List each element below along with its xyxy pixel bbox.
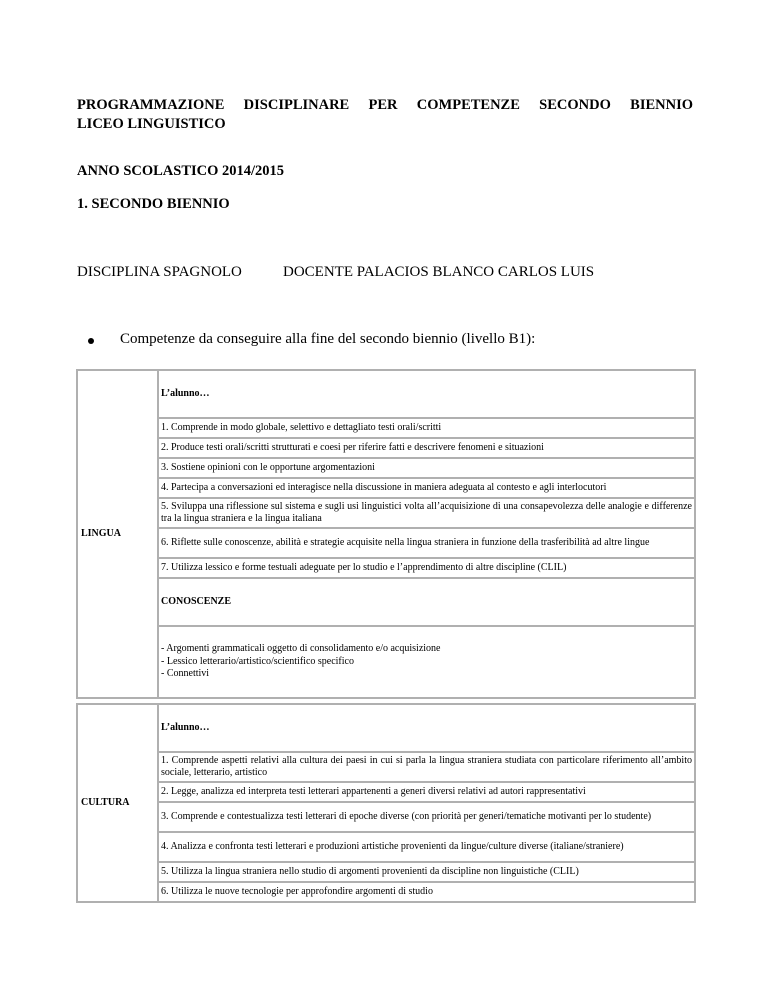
cultura-item: 6. Utilizza le nuove tecnologie per approfondire argomenti di studio — [158, 882, 695, 902]
competences-heading-text: Competenze da conseguire alla fine del secondo biennio (livello B1): — [120, 331, 536, 347]
lingua-table — [76, 369, 696, 699]
cultura-intro: L’alunno… — [158, 704, 695, 752]
knowledge-list — [158, 626, 695, 698]
lingua-item: 1. Comprende in modo globale, selettivo e dettagliato testi orali/scritti — [158, 418, 695, 438]
knowledge-item: - Lessico letterario/artistico/scientifico specifico — [161, 655, 354, 667]
title-line-1: PROGRAMMAZIONE DISCIPLINARE PER COMPETENZE SECONDO BIENNIO — [77, 97, 693, 113]
document-title — [77, 96, 693, 134]
cultura-item: 2. Legge, analizza ed interpreta testi letterari appartenenti a generi diversi relativi ad autori rappresentativi — [158, 782, 695, 802]
cultura-item: 1. Comprende aspetti relativi alla cultura dei paesi in cui si parla la lingua straniera studiata con particolare riferimento all’ambito sociale, letterario, artistico — [158, 752, 695, 782]
knowledge-item: - Connettivi — [161, 668, 210, 680]
lingua-intro: L’alunno… — [158, 370, 695, 418]
lingua-item: 7. Utilizza lessico e forme testuali adeguate per lo studio e l’apprendimento di altre discipline (CLIL) — [158, 558, 695, 578]
cultura-item: 3. Comprende e contestualizza testi letterari di epoche diverse (con priorità per generi/tematiche motivanti per lo studente) — [158, 802, 695, 832]
section-heading: 1. SECONDO BIENNIO — [77, 196, 230, 212]
discipline: DISCIPLINA SPAGNOLO — [77, 264, 242, 280]
cultura-item: 5. Utilizza la lingua straniera nello studio di argomenti provenienti da discipline non linguistiche (CLIL) — [158, 862, 695, 882]
teacher: DOCENTE PALACIOS BLANCO CARLOS LUIS — [283, 264, 595, 280]
lingua-item: 2. Produce testi orali/scritti strutturati e coesi per riferire fatti e descrivere fenomeni e situazioni — [158, 438, 695, 458]
cultura-label: CULTURA — [77, 704, 158, 902]
title-line-2: LICEO LINGUISTICO — [77, 116, 226, 132]
knowledge-item: - Argomenti grammaticali oggetto di consolidamento e/o acquisizione — [161, 643, 441, 655]
lingua-item: 5. Sviluppa una riflessione sul sistema e sugli usi linguistici volta all’acquisizione di una consapevolezza delle analogie e differenze tra la lingua straniera e la lingua italiana — [158, 498, 695, 528]
lingua-item: 4. Partecipa a conversazioni ed interagisce nella discussione in maniera adeguata al contesto e agli interlocutori — [158, 478, 695, 498]
lingua-item: 6. Riflette sulle conoscenze, abilità e strategie acquisite nella lingua straniera in funzione della trasferibilità ad altre lingue — [158, 528, 695, 558]
lingua-label: LINGUA — [77, 370, 158, 698]
bullet-icon — [88, 338, 94, 344]
lingua-item: 3. Sostiene opinioni con le opportune argomentazioni — [158, 458, 695, 478]
school-year: ANNO SCOLASTICO 2014/2015 — [77, 163, 285, 179]
cultura-item: 4. Analizza e confronta testi letterari e produzioni artistiche provenienti da lingue/culture diverse (italiane/straniere) — [158, 832, 695, 862]
cultura-table — [76, 703, 696, 903]
knowledge-heading: CONOSCENZE — [158, 578, 695, 626]
